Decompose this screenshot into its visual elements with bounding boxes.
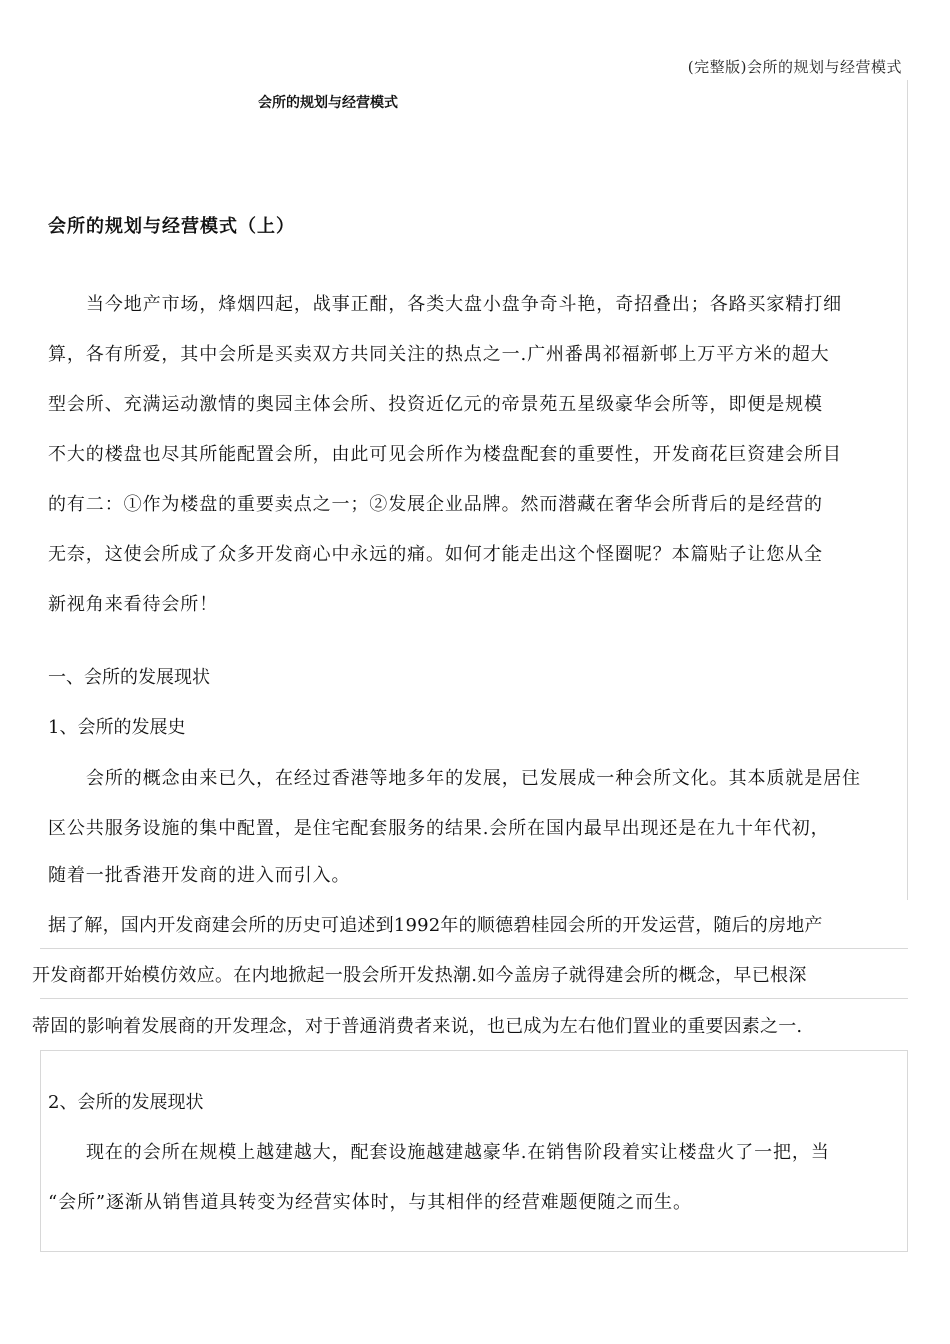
document-main-title: 会所的规划与经营模式（上） [48,216,295,237]
history-more-line: 开发商都开始模仿效应。在内地掀起一股会所开发热潮.如今盖房子就得建会所的概念，早已根深 [32,965,807,986]
history-more-line: 蒂固的影响着发展商的开发理念，对于普通消费者来说，也已成为左右他们置业的重要因素之一. [32,1016,803,1037]
border-line-h3 [40,1050,908,1051]
status-line: 现在的会所在规模上越建越大，配套设施越建越豪华.在销售阶段着实让楼盘火了一把，当 [86,1142,830,1163]
subsection-heading-1: 1、会所的发展史 [48,717,186,738]
intro-line: 型会所、充满运动激情的奥园主体会所、投资近亿元的帝景苑五星级豪华会所等，即便是规模 [48,394,823,415]
history-line: 会所的概念由来已久，在经过香港等地多年的发展，已发展成一种会所文化。其本质就是居住 [86,768,861,789]
border-line-right [907,80,908,900]
intro-line: 当今地产市场，烽烟四起，战事正酣，各类大盘小盘争奇斗艳，奇招叠出；各路买家精打细 [86,294,842,315]
history-line: 区公共服务设施的集中配置，是住宅配套服务的结果.会所在国内最早出现还是在九十年代初， [48,818,830,839]
intro-line: 算，各有所爱，其中会所是买卖双方共同关注的热点之一.广州番禺祁福新邨上万平方米的超大 [48,344,830,365]
intro-line: 不大的楼盘也尽其所能配置会所，由此可见会所作为楼盘配套的重要性，开发商花巨资建会所目 [48,444,842,465]
running-header: (完整版)会所的规划与经营模式 [687,58,902,76]
status-line: “会所”逐渐从销售道具转变为经营实体时，与其相伴的经营难题便随之而生。 [48,1192,692,1213]
history-more-line: 据了解，国内开发商建会所的历史可追述到1992年的顺德碧桂园会所的开发运营，随后的房地产 [48,915,823,936]
border-line-bottom [40,1251,908,1252]
border-line-right-lower [907,1050,908,1252]
border-line-h2 [40,998,908,999]
intro-line: 新视角来看待会所！ [48,594,219,615]
intro-line: 无奈，这使会所成了众多开发商心中永远的痛。如何才能走出这个怪圈呢？本篇贴子让您从全 [48,544,823,565]
subsection-heading-2: 2、会所的发展现状 [48,1092,204,1113]
intro-line: 的有二：①作为楼盘的重要卖点之一；②发展企业品牌。然而潜藏在奢华会所背后的是经营的 [48,494,823,515]
section-heading-1: 一、会所的发展现状 [48,667,210,688]
document-small-title: 会所的规划与经营模式 [258,95,398,111]
history-line: 随着一批香港开发商的进入而引入。 [48,865,351,886]
border-line-h1 [40,948,908,949]
border-line-left-lower [40,1050,41,1252]
